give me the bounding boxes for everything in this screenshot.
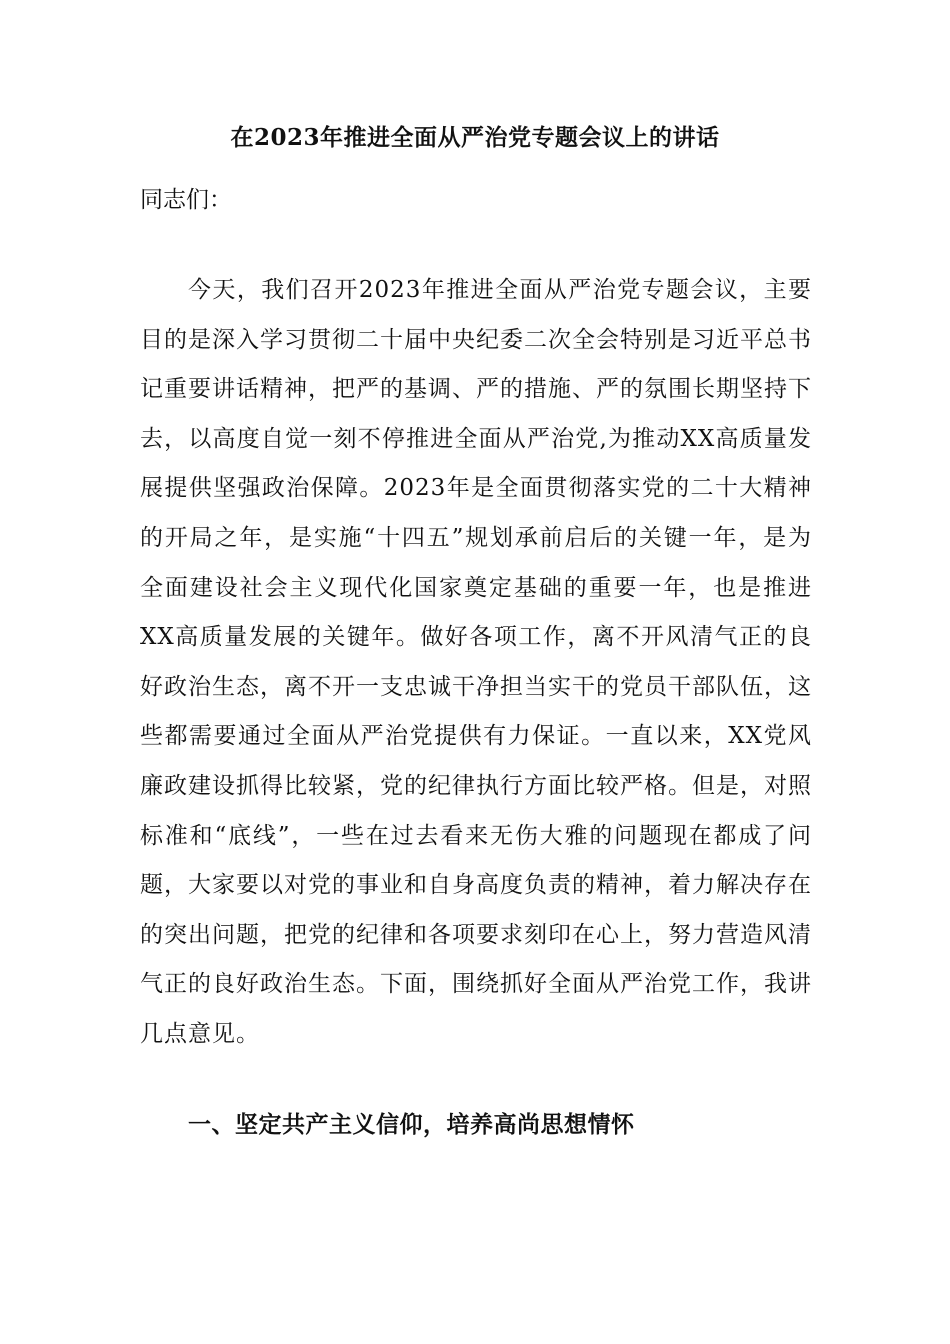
section-heading: 一、坚定共产主义信仰，培养高尚思想情怀 — [188, 1111, 635, 1138]
body-paragraph: 今天，我们召开2023年推进全面从严治党专题会议，主要目的是深入学习贯彻二十届中央纪委二次全会特别是习近平总书记重要讲话精神，把严的基调、严的措施、严的氛围长期坚持下去，以高度自觉一刻不停推进全面从严治党,为推动XX高质量发展提供坚强政治保障。2023年是全面贯彻落实党的二十大精神的开局之年，是实施“十四五”规划承前启后的关键一年，是为全面建设社会主义现代化国家奠定基础的重要一年，也是推进XX高质量发展的关键年。做好各项工作，离不开风清气正的良好政治生态，离不开一支忠诚干净担当实干的党员干部队伍，这些都需要通过全面从严治党提供有力保证。一直以来，XX党风廉政建设抓得比较紧，党的纪律执行方面比较严格。但是，对照标准和“底线”，一些在过去看来无伤大雅的问题现在都成了问题，大家要以对党的事业和自身高度负责的精神，着力解决存在的突出问题，把党的纪律和各项要求刻印在心上，努力营造风清气正的良好政治生态。下面，围绕抓好全面从严治党工作，我讲几点意见。 — [140, 277, 812, 1047]
document-title: 在2023年推进全面从严治党专题会议上的讲话 — [230, 124, 720, 151]
salutation: 同志们： — [140, 187, 232, 213]
